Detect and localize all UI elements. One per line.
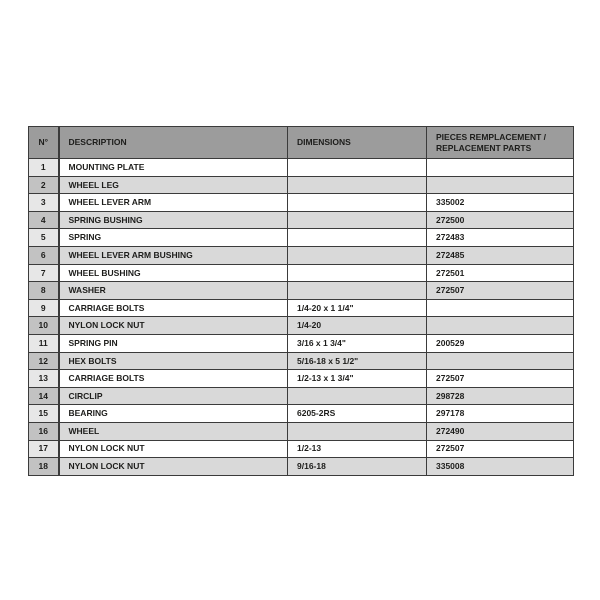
row-number-cell: 4 (29, 211, 59, 229)
column-header-replacement-parts: PIECES REMPLACEMENT / REPLACEMENT PARTS (427, 127, 574, 159)
replacement-part-cell: 272507 (427, 370, 574, 388)
dimensions-cell (288, 422, 427, 440)
table-row (29, 422, 574, 440)
dimensions-cell: 1/2-13 x 1 3/4" (288, 370, 427, 388)
table-row (29, 317, 574, 335)
description-cell: WHEEL LEG (59, 176, 288, 194)
dimensions-cell (288, 387, 427, 405)
table-row (29, 440, 574, 458)
description-cell: CARRIAGE BOLTS (59, 370, 288, 388)
table-row (29, 176, 574, 194)
replacement-part-cell: 272483 (427, 229, 574, 247)
dimensions-cell (288, 159, 427, 177)
row-number-cell: 11 (29, 334, 59, 352)
row-number-cell: 12 (29, 352, 59, 370)
dimensions-cell (288, 229, 427, 247)
row-number-cell: 10 (29, 317, 59, 335)
description-cell: SPRING PIN (59, 334, 288, 352)
table-row (29, 211, 574, 229)
dimensions-cell (288, 246, 427, 264)
table-row (29, 264, 574, 282)
parts-table (28, 126, 574, 476)
description-cell: NYLON LOCK NUT (59, 317, 288, 335)
row-number-cell: 15 (29, 405, 59, 423)
dimensions-cell: 3/16 x 1 3/4" (288, 334, 427, 352)
row-number-cell: 14 (29, 387, 59, 405)
dimensions-cell: 5/16-18 x 5 1/2" (288, 352, 427, 370)
description-cell: HEX BOLTS (59, 352, 288, 370)
row-number-cell: 3 (29, 194, 59, 212)
replacement-part-cell: 272501 (427, 264, 574, 282)
row-number-cell: 18 (29, 458, 59, 476)
row-number-cell: 8 (29, 282, 59, 300)
table-row (29, 246, 574, 264)
table-row (29, 370, 574, 388)
description-cell: WHEEL BUSHING (59, 264, 288, 282)
row-number-cell: 1 (29, 159, 59, 177)
table-row (29, 334, 574, 352)
column-header-num: N° (29, 127, 59, 159)
description-cell: BEARING (59, 405, 288, 423)
table-row (29, 387, 574, 405)
row-number-cell: 13 (29, 370, 59, 388)
replacement-part-cell (427, 159, 574, 177)
row-number-cell: 9 (29, 299, 59, 317)
replacement-part-cell: 272507 (427, 282, 574, 300)
dimensions-cell (288, 194, 427, 212)
description-cell: NYLON LOCK NUT (59, 458, 288, 476)
row-number-cell: 6 (29, 246, 59, 264)
table-row (29, 194, 574, 212)
row-number-cell: 7 (29, 264, 59, 282)
replacement-part-cell: 335008 (427, 458, 574, 476)
dimensions-cell (288, 264, 427, 282)
replacement-part-cell: 272500 (427, 211, 574, 229)
parts-table-body (29, 159, 574, 476)
dimensions-cell: 1/4-20 x 1 1/4" (288, 299, 427, 317)
parts-table-header (29, 127, 574, 159)
table-row (29, 229, 574, 247)
description-cell: WHEEL (59, 422, 288, 440)
description-cell: NYLON LOCK NUT (59, 440, 288, 458)
column-header-description: DESCRIPTION (59, 127, 288, 159)
description-cell: SPRING BUSHING (59, 211, 288, 229)
replacement-part-cell (427, 352, 574, 370)
replacement-part-cell: 297178 (427, 405, 574, 423)
replacement-part-cell: 298728 (427, 387, 574, 405)
row-number-cell: 16 (29, 422, 59, 440)
replacement-part-cell: 272490 (427, 422, 574, 440)
table-row (29, 299, 574, 317)
column-header-dimensions: DIMENSIONS (288, 127, 427, 159)
description-cell: MOUNTING PLATE (59, 159, 288, 177)
replacement-part-cell: 200529 (427, 334, 574, 352)
replacement-part-cell (427, 176, 574, 194)
dimensions-cell: 6205-2RS (288, 405, 427, 423)
table-row (29, 458, 574, 476)
table-row (29, 405, 574, 423)
row-number-cell: 5 (29, 229, 59, 247)
description-cell: WASHER (59, 282, 288, 300)
replacement-part-cell: 272507 (427, 440, 574, 458)
dimensions-cell: 1/4-20 (288, 317, 427, 335)
table-row (29, 159, 574, 177)
table-row (29, 282, 574, 300)
replacement-part-cell (427, 299, 574, 317)
dimensions-cell: 1/2-13 (288, 440, 427, 458)
header-row (29, 127, 574, 159)
table-row (29, 352, 574, 370)
description-cell: WHEEL LEVER ARM BUSHING (59, 246, 288, 264)
dimensions-cell (288, 282, 427, 300)
replacement-part-cell: 335002 (427, 194, 574, 212)
description-cell: CIRCLIP (59, 387, 288, 405)
dimensions-cell: 9/16-18 (288, 458, 427, 476)
description-cell: SPRING (59, 229, 288, 247)
description-cell: CARRIAGE BOLTS (59, 299, 288, 317)
dimensions-cell (288, 176, 427, 194)
dimensions-cell (288, 211, 427, 229)
row-number-cell: 17 (29, 440, 59, 458)
replacement-part-cell (427, 317, 574, 335)
row-number-cell: 2 (29, 176, 59, 194)
replacement-part-cell: 272485 (427, 246, 574, 264)
description-cell: WHEEL LEVER ARM (59, 194, 288, 212)
parts-table-container (28, 126, 573, 476)
